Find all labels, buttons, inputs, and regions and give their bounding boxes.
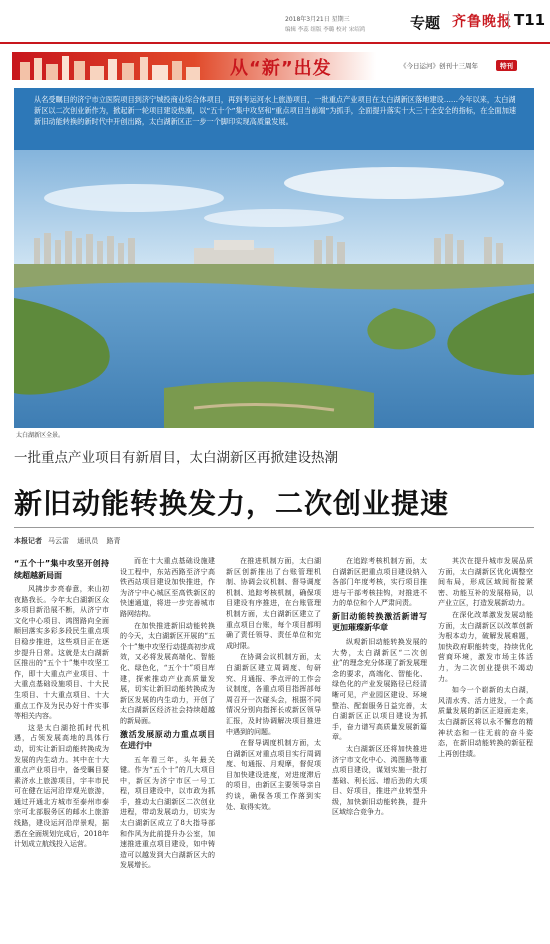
article-column-2 — [120, 556, 215, 940]
date-line: 2018年3月21日 星期三 — [285, 16, 350, 23]
banner-title: 从“新”出发 — [230, 58, 332, 79]
section-label: 专题 — [410, 14, 441, 32]
paragraph: 而在十大重点基础设施建设工程中，东站西路至济宁高铁西站项目建设加快推进，作为济宁中心城区至高铁新区的快速通道，将进一步完善城市路网结构。 — [120, 557, 215, 618]
photo-caption: 太白湖新区全景。 — [16, 432, 65, 439]
byline-correspondent-label: 通讯员 — [77, 537, 99, 545]
subhead-2: 激活发展原动力重点项目在进行中 — [120, 729, 215, 750]
article-column-3 — [226, 556, 321, 940]
masthead — [0, 0, 550, 44]
headline-divider — [14, 527, 534, 528]
byline-label: 本报记者 — [14, 537, 42, 545]
kicker-headline: 一批重点产业项目有新眉目，太白湖新区再掀建设热潮 — [14, 450, 338, 466]
paragraph: 太白湖新区还将加快推进济宁市文化中心、鸿图路等重点项目建设，谋划实施一批打基础、利长远、增后劲的大项目、好项目，推进产业转型升级，加快新旧动能转换，提升区域综合竞争力。 — [332, 744, 427, 817]
paragraph: 风拂步步亮春意，来山初夜路我长。今年太白湖新区众多项目新沿展不断，从济宁市文化中心项目、鸿图路向全面顺回落实多彩多段民生重点项目稳步推进，这些项目正在逐步提升日常。这就是太白湖新区推出的“五个十”集中攻坚工作，即十大重点产业项目、十大重点基础设施项目、十大民生项目、十大重点项目、十大重点工作及为民办好十件实事等相关内容。 — [14, 585, 109, 721]
paragraph: 在推进机制方面，太白湖新区创新推出了台账管理机制、协调会议机制、督导调度机制、追踪考核机制，确保项目建设有序推进，在台账管理机制方面，太白湖新区建立了重点项目台账，每个项目都明确了责任领导、责任单位和完成时限。 — [226, 557, 321, 650]
main-headline: 新旧动能转换发力，二次创业提速 — [14, 487, 450, 520]
article-column-1 — [14, 556, 109, 940]
special-issue-badge: 特刊 — [496, 60, 517, 71]
article-column-4 — [332, 556, 427, 940]
subhead-3: 新旧动能转换激活新谱写更加璀璨新华章 — [332, 611, 427, 633]
paragraph: 在追踪考核机制方面，太白湖新区把重点项目建设纳入各部门年度考核，实行项目推进与干部考核挂钩，对推进不力的单位和个人严肃问责。 — [332, 557, 427, 608]
article-column-5 — [438, 556, 533, 940]
paragraph: 在加快推进新旧动能转换的今天，太白湖新区开展的“五个十”集中攻坚行动提高初步成效，又必将发展高端化、智能化、绿色化，“五个十”项目库建，探索推动产业高质量发展，切实让新旧动能转换成为新区发展的内生动力，开创了太白湖新区经济社会持续超越的新局面。 — [120, 621, 215, 725]
byline-correspondent: 路青 — [106, 537, 121, 545]
article-body — [14, 556, 536, 940]
brand-logo: 齐鲁晚报 — [452, 14, 512, 30]
paragraph: 如今一个崭新的太白湖，风清水秀、活力迸发，一个高质量发展的新区正迎面走来，太白湖新区将以永不懈怠的精神状态和一往无前的奋斗姿态，在新旧动能转换的新征程上再创佳绩。 — [438, 686, 533, 758]
paragraph: 在协调会议机制方面，太白湖新区建立周调度、旬研究、月通报、季点评的工作会议制度，各重点项目指挥部每周召开一次碰头会，根据不同情况分别向指挥长或新区领导汇报，及时协调解决项目推进中遇到的问题。 — [226, 653, 321, 736]
page-number: T11 — [508, 11, 545, 29]
paragraph: 在督导调度机制方面，太白湖新区对重点项目实行周调度、旬通报、月观摩，督促项目加快建设进度，对进度滞后的项目，由新区主要领导亲自约谈，确保各项工作落到实处、取得实效。 — [226, 739, 321, 811]
paragraph: 五年看三年，头年最关键。作为“五个十”的几大项目中，新区为济宁市区一号工程，项目建设中，以市政为抓手，推动太白湖新区二次创业进程，带动发展动力，切实为太白湖新区成立了8大指导部和作风为此前提升办公室，加速推进重点项目建设，如中铸造可以越发到大白湖新区大的发展增长。 — [120, 755, 215, 870]
lead-paragraph: 从名受瞩目的济宁市立医院项目到济宁城投商业综合体项目，再到考运河水上旅游项目，一批重点产业项目在太白湖新区落地建设……今年以来，太白湖新区以二次创业新作为，掀起新一轮项目建设热潮，以“五十个”集中攻坚和“重点项目当前端”为抓手，全面提升落实十大三十全安全的指标，在全面加速新旧动能转换的新时代中开创出路，太白湖新区正一步一个脚印实现高质量发展。 — [14, 88, 534, 150]
paragraph: 这是太白湖抢抓时代机遇，占领发展高地的具体行动，切实让新旧动能转换成为发展的内生动力。其中在十大重点产业项目中，备受瞩目要素济水上旅游项目，宇丰市民可在健在运河沿岸观光旅游，通过开通北方城市至泰州市泰宗可北部服务区的邮水上旅游线路，建设运河沿岸景观，据悉在全面规划完成后，2018年计划成立航线投入运营。 — [14, 723, 109, 849]
editors-line: 编辑 李蕊 组版 李璐 校对 宋绍鸿 — [285, 27, 366, 33]
paragraph: 纵观新旧动能转换发展的大势，太白湖新区“二次创业”的理念充分体现了新发展理念的要求，高端化、智能化、绿色化的产业发展路径已经清晰可见，产业园区建设、环境整治、配套服务日益完善，太白湖新区正以项目建设为抓手，奋力谱写高质量发展新篇章。 — [332, 637, 427, 742]
feature-banner — [12, 52, 532, 80]
paragraph: 在深化改革激发发展动能方面，太白湖新区以改革创新为根本动力，破解发展难题，加快政府职能转变，持续优化营商环境，激发市场主体活力，为二次创业提供不竭动力。 — [438, 610, 533, 683]
subhead-1: “五个十”集中攻坚开创持续超越新局面 — [14, 559, 109, 580]
byline — [14, 536, 120, 546]
banner-series-label: 《今日运河》创刊十三周年 — [400, 62, 478, 70]
paragraph: 其次在提升城市发展品质方面，太白湖新区优化调整空间布局，形成区域间衔接紧密、功能互补的发展格局，以产业立区，打造发展新动力。 — [438, 557, 533, 608]
banner-skyline-graphic — [12, 52, 212, 80]
byline-reporter: 马云雷 — [48, 537, 69, 545]
